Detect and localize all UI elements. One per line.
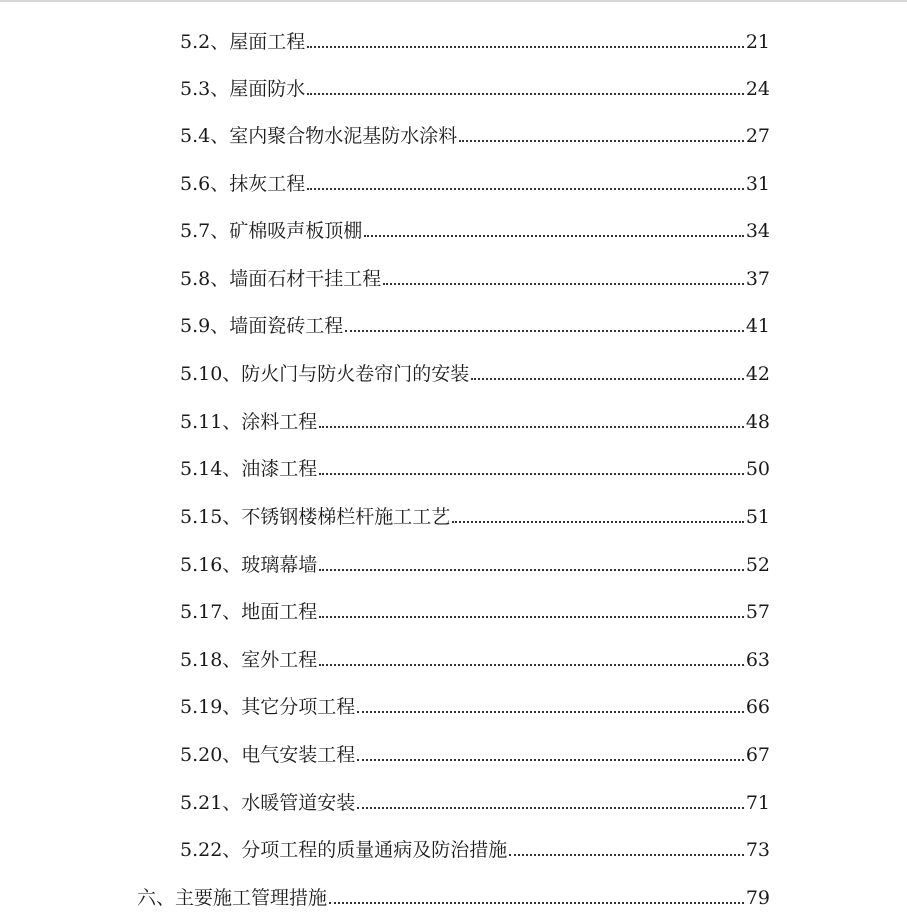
toc-entry-page: 67 [745, 744, 770, 766]
toc-dot-leader [319, 425, 744, 428]
toc-entry-5-7[interactable] [180, 212, 770, 242]
toc-entry-page: 79 [745, 887, 770, 909]
toc-dot-leader [307, 45, 744, 48]
toc-entry-page: 57 [745, 601, 770, 623]
toc-entry-5-6[interactable] [180, 165, 770, 195]
toc-entry-title: 5.19、其它分项工程 [180, 696, 356, 718]
toc-entry-title: 5.4、室内聚合物水泥基防水涂料 [180, 125, 458, 147]
toc-dot-leader [319, 568, 744, 571]
toc-entry-page: 66 [745, 696, 770, 718]
toc-entry-5-8[interactable] [180, 260, 770, 290]
toc-entry-5-11[interactable] [180, 403, 770, 433]
toc-entry-title: 5.16、玻璃幕墙 [180, 554, 318, 576]
toc-dot-leader [364, 234, 744, 237]
toc-dot-leader [357, 758, 744, 761]
toc-entry-page: 31 [745, 173, 770, 195]
toc-dot-leader [383, 282, 744, 285]
toc-entry-5-3[interactable] [180, 70, 770, 100]
toc-dot-leader [319, 472, 744, 475]
toc-entry-5-20[interactable] [180, 736, 770, 766]
toc-entry-5-21[interactable] [180, 784, 770, 814]
toc-entry-page: 48 [745, 411, 770, 433]
toc-entry-5-15[interactable] [180, 498, 770, 528]
toc-entry-title: 5.21、水暖管道安装 [180, 792, 356, 814]
toc-entry-page: 24 [745, 78, 770, 100]
toc-dot-leader [307, 187, 744, 190]
toc-entry-title: 5.6、抹灰工程 [180, 173, 306, 195]
toc-dot-leader [459, 139, 744, 142]
toc-dot-leader [319, 663, 744, 666]
toc-entry-page: 21 [745, 31, 770, 53]
toc-entry-title: 5.14、油漆工程 [180, 458, 318, 480]
toc-dot-leader [471, 377, 744, 380]
toc-dot-leader [329, 901, 744, 904]
toc-dot-leader [509, 853, 744, 856]
toc-entry-title: 5.3、屋面防水 [180, 78, 306, 100]
toc-dot-leader [319, 615, 744, 618]
toc-entry-title: 5.8、墙面石材干挂工程 [180, 268, 382, 290]
toc-entry-title: 六、主要施工管理措施 [137, 887, 328, 909]
toc-entry-title: 5.7、矿棉吸声板顶棚 [180, 220, 363, 242]
toc-entry-page: 34 [745, 220, 770, 242]
toc-entry-title: 5.9、墙面瓷砖工程 [180, 315, 344, 337]
toc-entry-5-4[interactable] [180, 117, 770, 147]
toc-entry-title: 5.15、不锈钢楼梯栏杆施工工艺 [180, 506, 451, 528]
toc-entry-5-9[interactable] [180, 307, 770, 337]
toc-dot-leader [345, 329, 744, 332]
toc-dot-leader [357, 806, 744, 809]
toc-entry-page: 63 [745, 649, 770, 671]
toc-entry-5-14[interactable] [180, 450, 770, 480]
toc-entry-page: 50 [745, 458, 770, 480]
toc-dot-leader [452, 520, 744, 523]
toc-dot-leader [307, 92, 744, 95]
toc-entry-title: 5.17、地面工程 [180, 601, 318, 623]
toc-entry-title: 5.10、防火门与防火卷帘门的安装 [180, 363, 470, 385]
toc-entry-page: 27 [745, 125, 770, 147]
toc-entry-page: 73 [745, 839, 770, 861]
toc-entry-5-2[interactable] [180, 23, 770, 53]
toc-entry-page: 51 [745, 506, 770, 528]
toc-entry-chapter-6[interactable] [137, 879, 770, 909]
toc-entry-title: 5.2、屋面工程 [180, 31, 306, 53]
toc-entry-page: 37 [745, 268, 770, 290]
toc-entry-page: 41 [745, 315, 770, 337]
toc-entry-title: 5.18、室外工程 [180, 649, 318, 671]
toc-entry-5-18[interactable] [180, 641, 770, 671]
toc-entry-5-19[interactable] [180, 688, 770, 718]
toc-entry-5-17[interactable] [180, 593, 770, 623]
toc-entry-title: 5.11、涂料工程 [180, 411, 318, 433]
toc-entry-title: 5.22、分项工程的质量通病及防治措施 [180, 839, 508, 861]
toc-entry-title: 5.20、电气安装工程 [180, 744, 356, 766]
toc-entry-5-22[interactable] [180, 831, 770, 861]
toc-entry-page: 71 [745, 792, 770, 814]
toc-entry-5-10[interactable] [180, 355, 770, 385]
toc-entry-5-16[interactable] [180, 546, 770, 576]
toc-entry-page: 42 [745, 363, 770, 385]
toc-entry-page: 52 [745, 554, 770, 576]
toc-dot-leader [357, 710, 744, 713]
